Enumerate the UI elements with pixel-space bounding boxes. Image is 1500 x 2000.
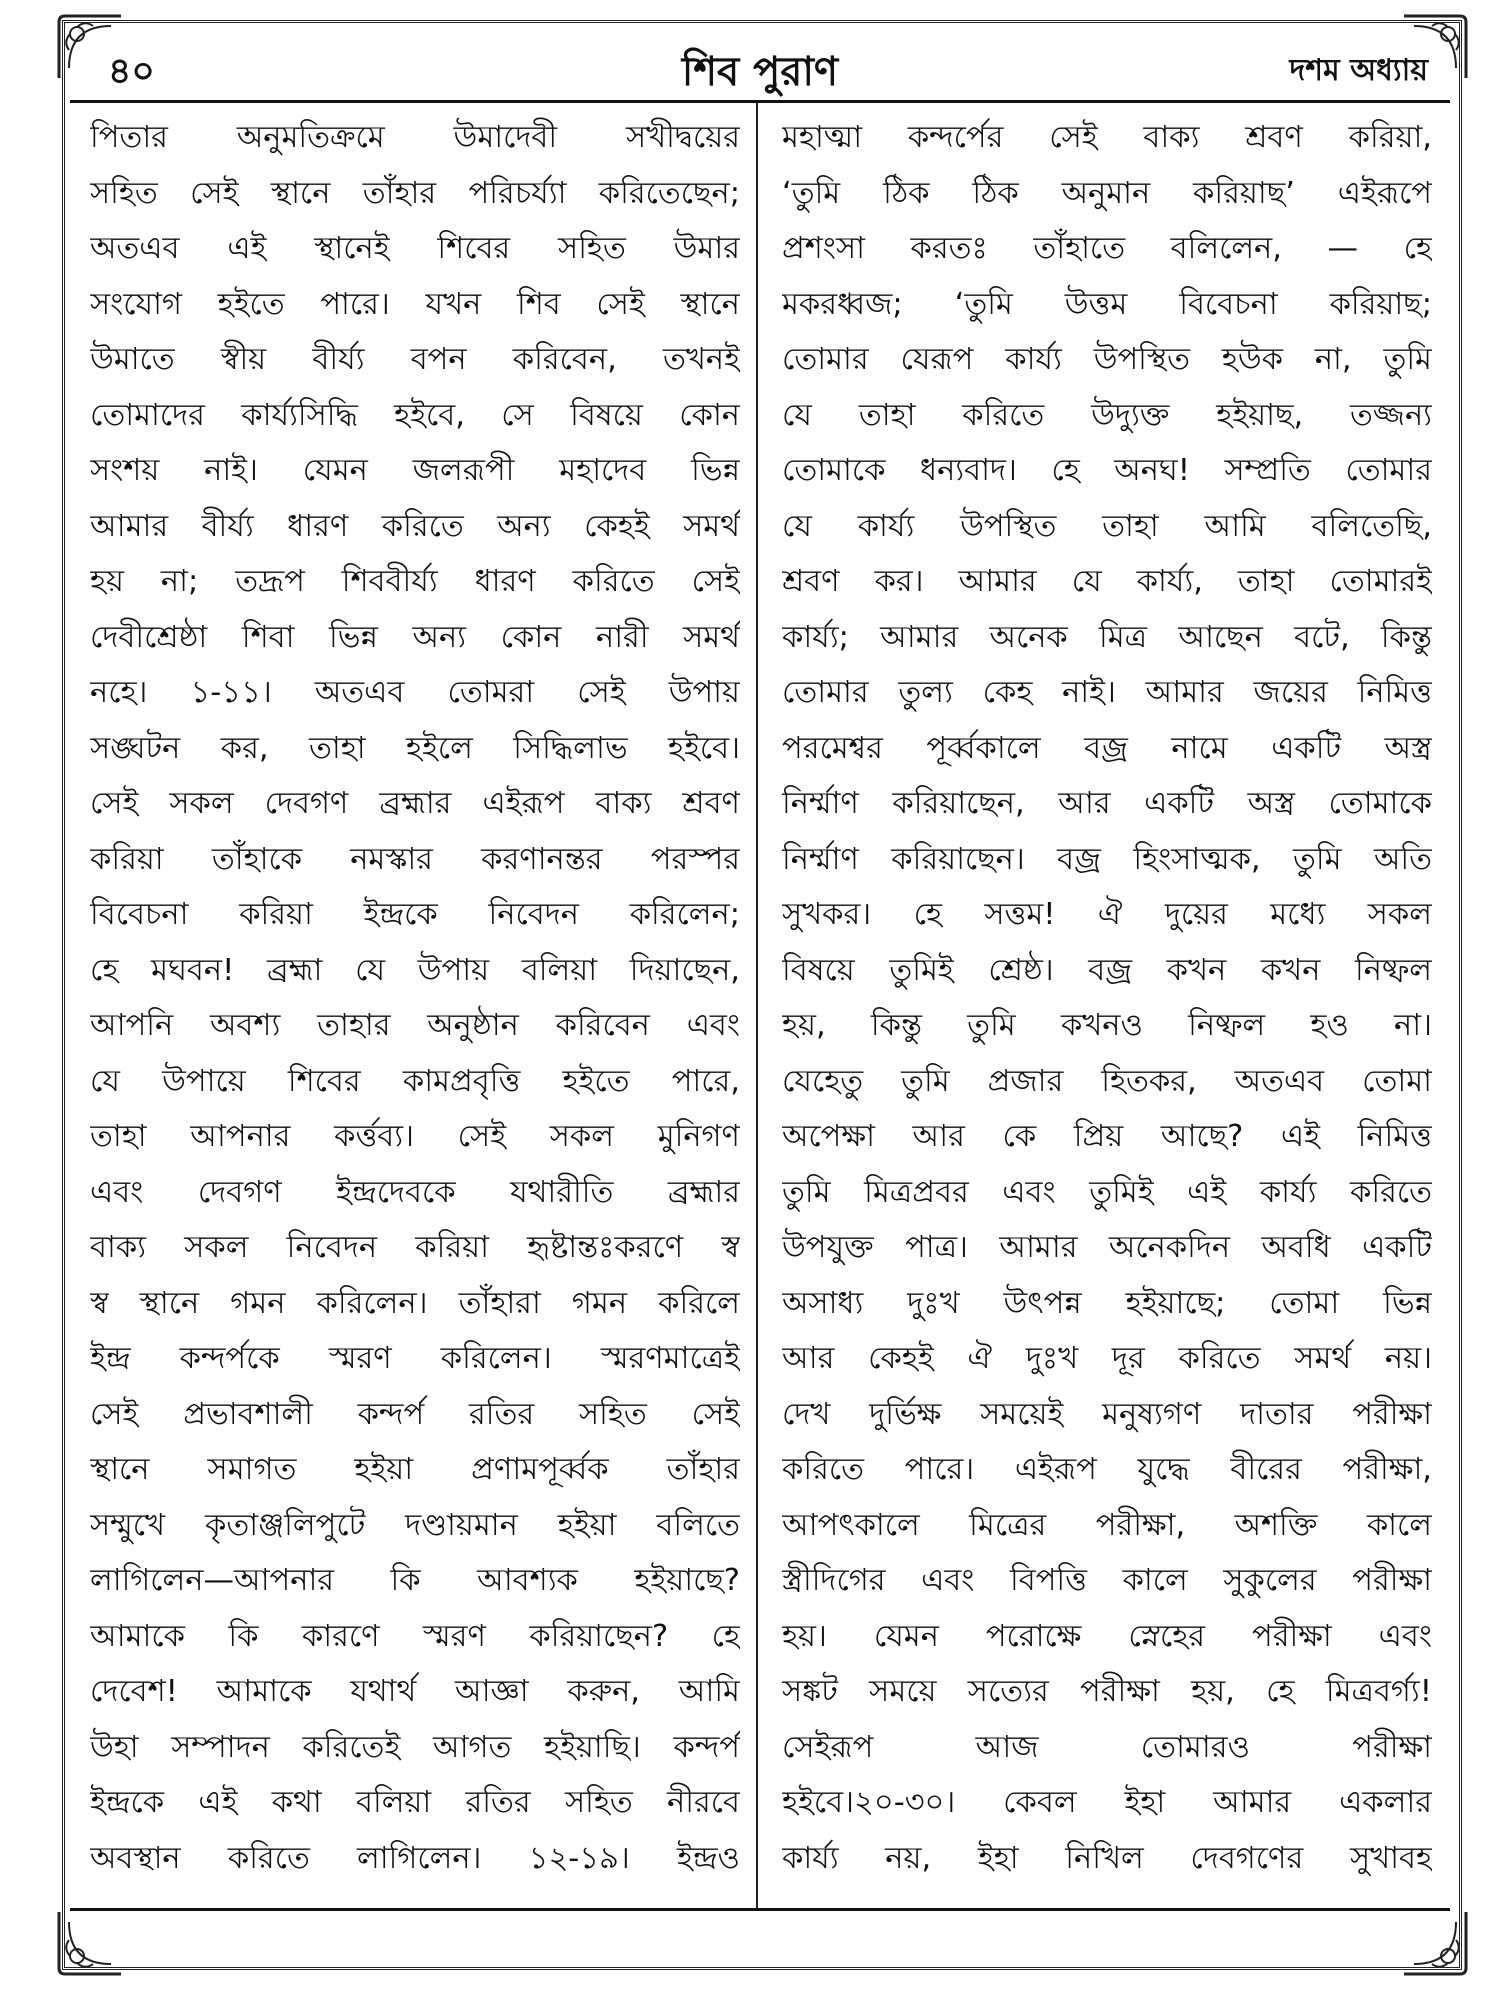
footer-rule xyxy=(70,1908,1450,1911)
text-line: উমাতে স্বীয় বীর্য্য বপন করিবেন, তখনই xyxy=(90,342,740,377)
text-line: উহা সম্পাদন করিতেই আগত হইয়াছি। কন্দর্প xyxy=(90,1729,740,1765)
text-line: তাহা আপনার কর্ত্তব্য। সেই সকল মুনিগণ xyxy=(90,1119,740,1154)
text-line: মহাত্মা কন্দর্পের সেই বাক্য শ্রবণ করিয়া, xyxy=(782,120,1432,155)
text-line: পিতার অনুমতিক্রমে উমাদেবী সখীদ্বয়ের xyxy=(90,120,740,155)
text-line: হয়, কিন্তু তুমি কখনও নিষ্ফল হও না। xyxy=(782,1008,1432,1043)
text-line: আর কেহই ঐ দুঃখ দূর করিতে সমর্থ নয়। xyxy=(782,1341,1432,1376)
text-line: নহে। ১-১১। অতএব তোমরা সেই উপায় xyxy=(90,675,740,710)
text-line: মকরধ্বজ; ‘তুমি উত্তম বিবেচনা করিয়াছ; xyxy=(782,286,1432,322)
left-text-column xyxy=(90,110,740,1886)
text-line: তোমাকে ধন্যবাদ। হে অনঘ! সম্প্রতি তোমার xyxy=(782,453,1432,488)
page-number: ৪০ xyxy=(108,51,155,92)
text-line: নির্ম্মাণ করিয়াছেন। বজ্র হিংসাত্মক, তুমি অতি xyxy=(782,841,1432,877)
text-line: নির্ম্মাণ করিয়াছেন, আর একটি অস্ত্র তোমাকে xyxy=(782,786,1432,821)
text-line: উপযুক্ত পাত্র। আমার অনেকদিন অবধি একটি xyxy=(782,1230,1432,1265)
text-line: সেইরূপ আজ তোমারও পরীক্ষা xyxy=(782,1729,1432,1765)
text-line: এবং দেবগণ ইন্দ্রদেবকে যথারীতি ব্রহ্মার xyxy=(90,1174,740,1210)
text-line: স্ত্রীদিগের এবং বিপত্তি কালে সুকুলের পরীক্ষা xyxy=(782,1563,1432,1598)
text-line: তুমি মিত্রপ্রবর এবং তুমিই এই কার্য্য করিতে xyxy=(782,1174,1432,1210)
text-line: হয় না; তদ্রূপ শিববীর্য্য ধারণ করিতে সেই xyxy=(90,564,740,599)
text-line: দেবেশ! আমাকে যথার্থ আজ্ঞা করুন, আমি xyxy=(90,1674,740,1709)
text-line: তোমাদের কার্য্যসিদ্ধি হইবে, সে বিষয়ে কোন xyxy=(90,397,740,433)
text-line: অতএব এই স্থানেই শিবের সহিত উমার xyxy=(90,231,740,266)
text-line: অপেক্ষা আর কে প্রিয় আছে? এই নিমিত্ত xyxy=(782,1119,1432,1154)
text-line: বাক্য সকল নিবেদন করিয়া হৃষ্টান্তঃকরণে স্ব xyxy=(90,1230,740,1265)
page-header xyxy=(80,38,1440,98)
book-title: শিব পুরাণ xyxy=(681,49,839,95)
text-line: স্থানে সমাগত হইয়া প্রণামপূর্ব্বক তাঁহার xyxy=(90,1452,740,1487)
text-line: সহিত সেই স্থানে তাঁহার পরিচর্য্যা করিতেছেন; xyxy=(90,175,740,211)
text-line: সংশয় নাই। যেমন জলরূপী মহাদেব ভিন্ন xyxy=(90,453,740,488)
text-line: দেখ দুর্ভিক্ষ সময়েই মনুষ্যগণ দাতার পরীক্ষা xyxy=(782,1396,1432,1432)
header-rule xyxy=(70,100,1450,103)
text-line: যেহেতু তুমি প্রজার হিতকর, অতএব তোমা xyxy=(782,1063,1432,1099)
text-line: প্রশংসা করতঃ তাঁহাতে বলিলেন, — হে xyxy=(782,231,1432,266)
text-line: তোমার যেরূপ কার্য্য উপস্থিত হউক না, তুমি xyxy=(782,342,1432,377)
text-line: সঙ্ঘটন কর, তাহা হইলে সিদ্ধিলাভ হইবে। xyxy=(90,730,740,766)
text-line: কার্য্য নয়, ইহা নিখিল দেবগণের সুখাবহ xyxy=(782,1840,1432,1876)
text-line: সংযোগ হইতে পারে। যখন শিব সেই স্থানে xyxy=(90,286,740,322)
text-line: সঙ্কট সময়ে সত্যের পরীক্ষা হয়, হে মিত্রবর্গ্য! xyxy=(782,1674,1432,1709)
text-line: আপৎকালে মিত্রের পরীক্ষা, অশক্তি কালে xyxy=(782,1507,1432,1543)
text-line: দেবীশ্রেষ্ঠা শিবা ভিন্ন অন্য কোন নারী সমর্থ xyxy=(90,619,740,655)
text-line: ইন্দ্র কন্দর্পকে স্মরণ করিলেন। স্মরণমাত্রেই xyxy=(90,1341,740,1376)
text-line: করিয়া তাঁহাকে নমস্কার করণানন্তর পরস্পর xyxy=(90,841,740,877)
text-line: সম্মুখে কৃতাঞ্জলিপুটে দণ্ডায়মান হইয়া বলিতে xyxy=(90,1507,740,1543)
text-line: ‘তুমি ঠিক ঠিক অনুমান করিয়াছ’ এইরূপে xyxy=(782,175,1432,211)
corner-ornament-icon xyxy=(55,1908,125,1978)
text-line: আপনি অবশ্য তাহার অনুষ্ঠান করিবেন এবং xyxy=(90,1008,740,1043)
text-line: স্ব স্থানে গমন করিলেন। তাঁহারা গমন করিলে xyxy=(90,1285,740,1321)
text-line: সেই প্রভাবশালী কন্দর্প রতির সহিত সেই xyxy=(90,1396,740,1432)
text-line: যে কার্য্য উপস্থিত তাহা আমি বলিতেছি, xyxy=(782,508,1432,544)
text-line: ইন্দ্রকে এই কথা বলিয়া রতির সহিত নীরবে xyxy=(90,1785,740,1820)
text-line: হয়। যেমন পরোক্ষে স্নেহের পরীক্ষা এবং xyxy=(782,1618,1432,1654)
text-line: করিতে পারে। এইরূপ যুদ্ধে বীরের পরীক্ষা, xyxy=(782,1452,1432,1487)
chapter-title: দশম অধ্যায় xyxy=(1289,53,1428,88)
text-line: সুখকর। হে সত্তম! ঐ দুয়ের মধ্যে সকল xyxy=(782,897,1432,932)
text-line: হে মঘবন! ব্রহ্মা যে উপায় বলিয়া দিয়াছেন, xyxy=(90,952,740,988)
text-line: অসাধ্য দুঃখ উৎপন্ন হইয়াছে; তোমা ভিন্ন xyxy=(782,1285,1432,1321)
text-line: তোমার তুল্য কেহ নাই। আমার জয়ের নিমিত্ত xyxy=(782,675,1432,710)
text-line: যে তাহা করিতে উদ্যুক্ত হইয়াছ, তজ্জন্য xyxy=(782,397,1432,433)
text-line: শ্রবণ কর। আমার যে কার্য্য, তাহা তোমারই xyxy=(782,564,1432,599)
text-line: বিষয়ে তুমিই শ্রেষ্ঠ। বজ্র কখন কখন নিষ্ফল xyxy=(782,952,1432,988)
text-line: আমাকে কি কারণে স্মরণ করিয়াছেন? হে xyxy=(90,1618,740,1654)
text-line: অবস্থান করিতে লাগিলেন। ১২-১৯। ইন্দ্রও xyxy=(90,1840,740,1876)
text-line: সেই সকল দেবগণ ব্রহ্মার এইরূপ বাক্য শ্রবণ xyxy=(90,786,740,821)
text-line: যে উপায়ে শিবের কামপ্রবৃত্তি হইতে পারে, xyxy=(90,1063,740,1099)
text-line: হইবে।২০-৩০। কেবল ইহা আমার একলার xyxy=(782,1785,1432,1820)
corner-ornament-icon xyxy=(1400,1908,1470,1978)
text-line: পরমেশ্বর পূর্ব্বকালে বজ্র নামে একটি অস্ত্র xyxy=(782,730,1432,766)
column-divider xyxy=(756,103,758,1908)
text-line: বিবেচনা করিয়া ইন্দ্রকে নিবেদন করিলেন; xyxy=(90,897,740,932)
text-line: আমার বীর্য্য ধারণ করিতে অন্য কেহই সমর্থ xyxy=(90,508,740,544)
right-text-column xyxy=(782,110,1432,1886)
text-line: লাগিলেন—আপনার কি আবশ্যক হইয়াছে? xyxy=(90,1563,740,1598)
text-line: কার্য্য; আমার অনেক মিত্র আছেন বটে, কিন্তু xyxy=(782,619,1432,655)
